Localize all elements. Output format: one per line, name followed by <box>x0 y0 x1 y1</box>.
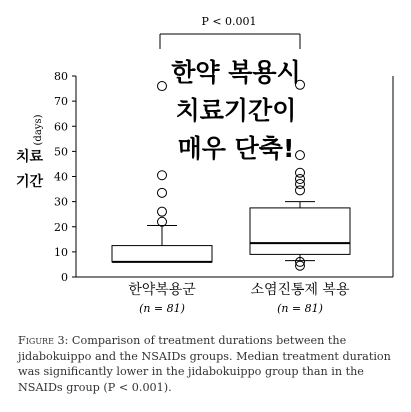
y-tick-label: 40 <box>54 170 68 184</box>
y-tick-label: 50 <box>54 145 68 159</box>
y-tick-label: 60 <box>54 120 68 134</box>
outlier-point <box>158 82 167 91</box>
y-axis-unit-label: (days) <box>33 114 44 146</box>
group-label-nsaid: 소염진통제 복용 <box>250 282 350 298</box>
outlier-point <box>296 151 305 160</box>
caption-text: Comparison of treatment durations between the jidabokuippo and the NSAIDs groups. Median treatment duration was significantly lower in the jidabokuippo group than in the NSAIDs group (P < 0.001). <box>18 334 391 394</box>
outlier-point <box>158 217 167 226</box>
box-iqr <box>112 246 212 262</box>
significance-bracket <box>160 15 300 49</box>
y-tick-label: 80 <box>54 70 68 83</box>
group-n-herbal: (n = 81) <box>139 302 185 315</box>
group-label-herbal: 한약복용군 <box>128 282 196 298</box>
overlay-line-2: 치료기간이 <box>175 96 297 125</box>
y-tick-label: 70 <box>54 95 68 109</box>
overlay-annotation <box>171 58 300 163</box>
overlay-line-1: 한약 복용시 <box>171 58 301 87</box>
korean-axis-label-line-2: 기간 <box>16 174 44 190</box>
box-iqr <box>250 208 350 254</box>
group-labels <box>128 281 350 315</box>
outlier-point <box>158 188 167 197</box>
y-tick-label: 0 <box>61 271 68 284</box>
outlier-point <box>158 171 167 180</box>
outlier-point <box>296 180 305 189</box>
y-ticks <box>54 70 76 284</box>
y-tick-label: 20 <box>54 220 68 234</box>
outlier-point <box>296 168 305 177</box>
overlay-line-3: 매우 단축! <box>177 134 295 163</box>
significance-label: P < 0.001 <box>201 15 257 28</box>
outlier-point <box>158 207 167 216</box>
y-tick-label: 30 <box>54 195 68 209</box>
figure-caption <box>18 333 398 395</box>
y-tick-label: 10 <box>54 245 68 259</box>
group-n-nsaid: (n = 81) <box>277 302 323 315</box>
korean-axis-label-line-1: 치료 <box>16 149 44 165</box>
caption-figure-label: Figure 3: <box>18 334 69 347</box>
